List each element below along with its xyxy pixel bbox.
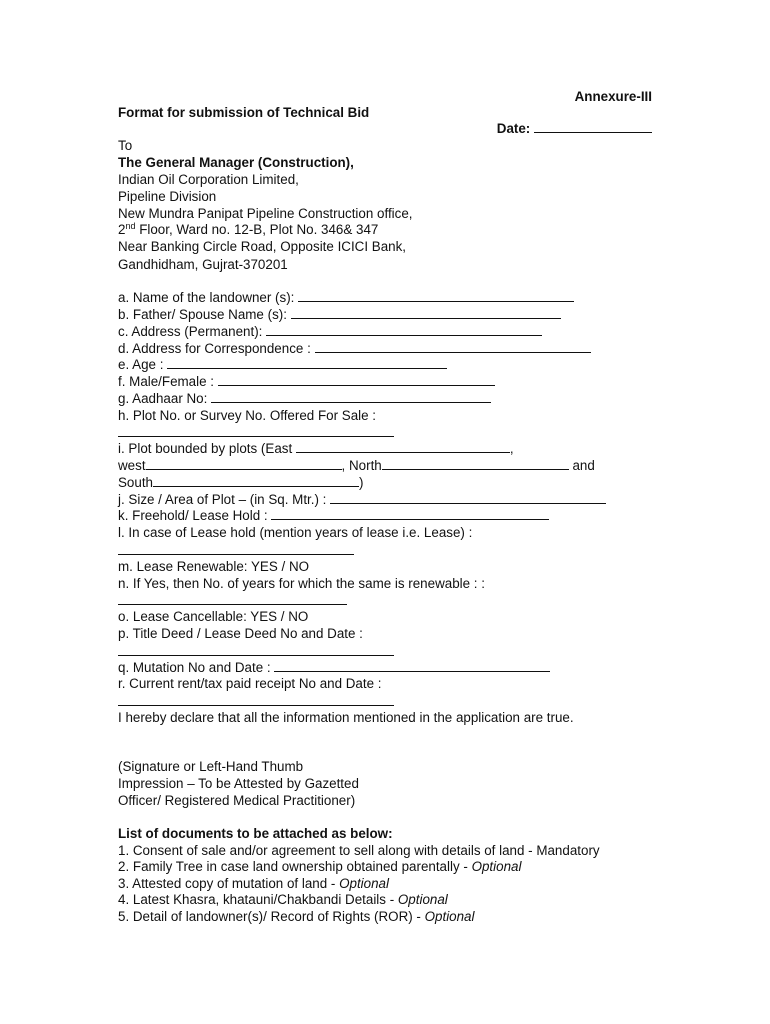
landowner-name-blank[interactable]	[298, 289, 574, 302]
west-blank[interactable]	[146, 457, 342, 470]
addressee-landmark: Near Banking Circle Road, Opposite ICICI Bank,	[118, 239, 407, 254]
date-blank[interactable]	[534, 120, 652, 133]
signature-line-1: (Signature or Left-Hand Thumb	[118, 759, 304, 774]
plot-size-blank[interactable]	[330, 491, 606, 504]
field-rent-receipt-label: r. Current rent/tax paid receipt No and Date :	[118, 676, 382, 691]
signature-line-2: Impression – To be Attested by Gazetted	[118, 776, 359, 791]
date-field[interactable]	[497, 120, 652, 137]
field-plot-no-label: h. Plot No. or Survey No. Offered For Sale :	[118, 408, 377, 423]
aadhaar-blank[interactable]	[211, 390, 491, 403]
field-title-deed-label: p. Title Deed / Lease Deed No and Date :	[118, 626, 363, 641]
field-plot-bounded-south[interactable]: South )	[118, 475, 364, 490]
document-item-4: 4. Latest Khasra, khatauni/Chakbandi Details - Optional	[118, 892, 448, 907]
addressee-division: Pipeline Division	[118, 189, 217, 204]
field-plot-size[interactable]: j. Size / Area of Plot – (in Sq. Mtr.) :	[118, 491, 606, 508]
documents-heading: List of documents to be attached as below:	[118, 826, 393, 841]
addressee-name: The General Manager (Construction),	[118, 155, 354, 170]
rent-receipt-blank[interactable]	[118, 705, 394, 706]
plot-no-blank[interactable]	[118, 436, 394, 437]
father-spouse-blank[interactable]	[291, 306, 561, 319]
field-lease-years-label: l. In case of Lease hold (mention years of lease i.e. Lease) :	[118, 525, 473, 540]
field-plot-bounded-west-north[interactable]: west , North and	[118, 458, 595, 473]
lease-years-blank[interactable]	[118, 554, 354, 555]
field-aadhaar[interactable]: g. Aadhaar No:	[118, 390, 491, 407]
address-correspondence-blank[interactable]	[315, 340, 591, 353]
form-title: Format for submission of Technical Bid	[118, 105, 370, 120]
title-deed-blank[interactable]	[118, 655, 394, 656]
document-item-2: 2. Family Tree in case land ownership obtained parentally - Optional	[118, 859, 522, 874]
field-plot-bounded-east[interactable]: i. Plot bounded by plots (East ,	[118, 441, 514, 456]
field-address-correspondence[interactable]: d. Address for Correspondence :	[118, 340, 591, 357]
field-age[interactable]: e. Age :	[118, 356, 447, 373]
field-lease-renewable: m. Lease Renewable: YES / NO	[118, 559, 310, 574]
field-renewable-years-label: n. If Yes, then No. of years for which the same is renewable : :	[118, 576, 485, 591]
addressee-org: Indian Oil Corporation Limited,	[118, 172, 299, 187]
field-gender[interactable]: f. Male/Female :	[118, 373, 495, 390]
field-landowner-name[interactable]: a. Name of the landowner (s):	[118, 289, 574, 306]
addressee-city: Gandhidham, Gujrat-370201	[118, 257, 288, 272]
south-blank[interactable]	[153, 474, 359, 487]
north-blank[interactable]	[382, 457, 569, 470]
document-item-1: 1. Consent of sale and/or agreement to sell along with details of land - Mandatory	[118, 843, 600, 858]
freehold-lease-blank[interactable]	[271, 507, 549, 520]
gender-blank[interactable]	[218, 373, 495, 386]
field-freehold-lease[interactable]: k. Freehold/ Lease Hold :	[118, 507, 549, 524]
signature-line-3: Officer/ Registered Medical Practitioner)	[118, 793, 356, 808]
to-label: To	[118, 138, 133, 153]
document-item-3: 3. Attested copy of mutation of land - Optional	[118, 876, 389, 891]
date-label: Date:	[496, 121, 531, 136]
age-blank[interactable]	[167, 356, 447, 369]
declaration-text: I hereby declare that all the information mentioned in the application are true.	[118, 710, 574, 725]
field-mutation[interactable]: q. Mutation No and Date :	[118, 659, 550, 676]
field-address-permanent[interactable]: c. Address (Permanent):	[118, 323, 542, 340]
field-lease-cancellable: o. Lease Cancellable: YES / NO	[118, 609, 309, 624]
renewable-years-blank[interactable]	[118, 604, 347, 605]
document-item-5: 5. Detail of landowner(s)/ Record of Rights (ROR) - Optional	[118, 909, 475, 924]
east-blank[interactable]	[296, 440, 510, 453]
addressee-floor: 2nd Floor, Ward no. 12-B, Plot No. 346& 347	[118, 221, 379, 237]
field-father-spouse[interactable]: b. Father/ Spouse Name (s):	[118, 306, 561, 323]
address-permanent-blank[interactable]	[266, 323, 542, 336]
mutation-blank[interactable]	[274, 659, 550, 672]
annexure-label: Annexure-III	[574, 89, 652, 104]
addressee-office: New Mundra Panipat Pipeline Construction office,	[118, 206, 413, 221]
